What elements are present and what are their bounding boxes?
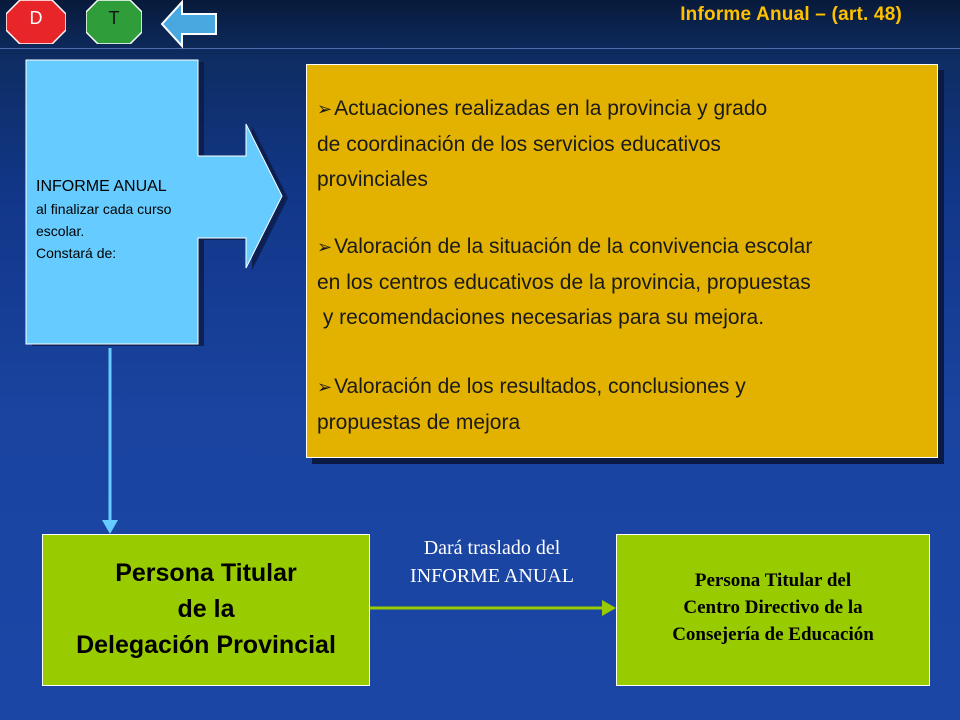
box-line: Persona Titular del [694, 570, 852, 591]
bullet-line: propuestas de mejora [317, 411, 521, 434]
arrow-bullet-icon: ➢ [317, 237, 333, 257]
callout-line: escolar. [36, 223, 85, 239]
bullet-line: en los centros educativos de la provincia, propuestas [317, 271, 811, 294]
bullet-line: provinciales [317, 168, 428, 191]
page-title: Informe Anual – (art. 48) [680, 4, 902, 25]
connector-line: INFORME ANUAL [410, 565, 574, 587]
callout-line: Constará de: [36, 245, 117, 261]
down-arrowhead-icon [102, 520, 118, 534]
nav-d-label: D [29, 8, 43, 28]
box-line: Centro Directivo de la [683, 597, 863, 618]
callout-line: al finalizar cada curso [36, 201, 172, 217]
bullet-line: Valoración de la situación de la convivencia escolar [334, 235, 813, 258]
centro-directivo-box [616, 534, 930, 686]
bullet-line: de coordinación de los servicios educativos [317, 133, 721, 156]
connector-line: Dará traslado del [423, 537, 561, 559]
delegacion-provincial-box [42, 534, 370, 686]
box-line: Consejería de Educación [672, 624, 874, 645]
connector-label [368, 534, 616, 590]
arrow-bullet-icon: ➢ [317, 377, 333, 397]
right-arrowhead-icon [602, 600, 616, 616]
callout-title: INFORME ANUAL [36, 178, 167, 195]
box-line: de la [177, 595, 235, 623]
bullet-line: y recomendaciones necesarias para su mejora. [317, 306, 765, 329]
bullet-line: Actuaciones realizadas en la provincia y grado [334, 97, 768, 120]
box-line: Delegación Provincial [76, 631, 336, 659]
box-line: Persona Titular [115, 559, 297, 587]
bullet-line: Valoración de los resultados, conclusiones y [334, 375, 746, 398]
arrow-bullet-icon: ➢ [317, 99, 333, 119]
nav-t-label: T [108, 8, 120, 28]
